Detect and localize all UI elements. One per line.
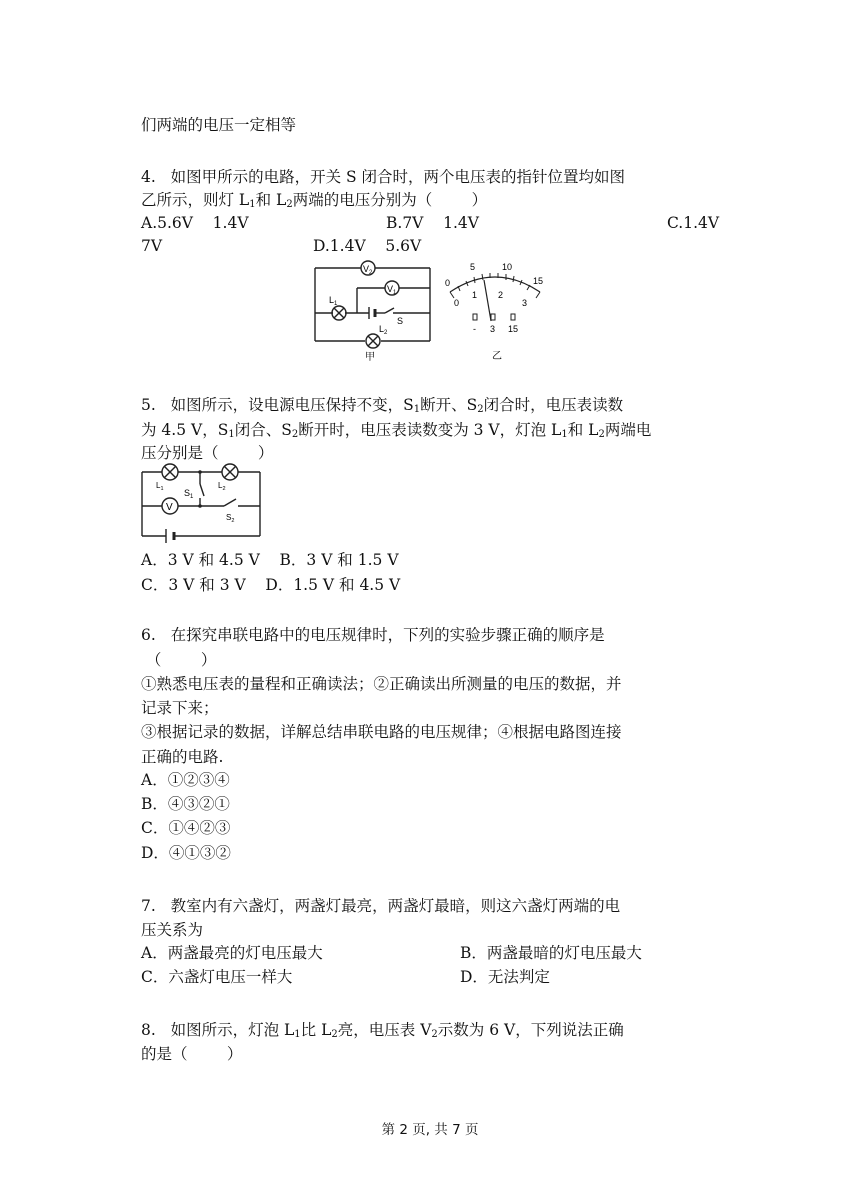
q4-option-a: A.5.6V 1.4V: [141, 214, 249, 232]
svg-text:V1: $V_1$: [387, 284, 397, 296]
q7-option-d: D．无法判定: [460, 968, 550, 986]
q7-stem-line2: 压关系为: [141, 921, 204, 939]
q6-stem-line4: 记录下来；: [141, 699, 219, 717]
svg-text:3: 3: [522, 298, 528, 308]
svg-text:V: V: [166, 502, 173, 513]
q6-stem-line6: 正确的电路.: [141, 748, 224, 766]
svg-text:L1: $L_1$: [329, 295, 338, 307]
svg-text:5: 5: [470, 262, 476, 272]
q6-stem-line1: 6. 在探究串联电路中的电压规律时，下列的实验步骤正确的顺序是: [141, 626, 605, 644]
svg-text:L2: $L_2$: [218, 481, 226, 492]
svg-text:S: S: [397, 316, 404, 326]
q5-circuit-figure: [138, 462, 266, 546]
svg-text:2: 2: [498, 290, 504, 300]
svg-text:V2: $V_2$: [363, 264, 373, 276]
q4-option-d: D.1.4V 5.6V: [313, 237, 422, 255]
page-footer: 第 2 页, 共 7 页: [381, 1122, 479, 1138]
q8-stem-line2: 的是（ ）: [141, 1045, 243, 1063]
q6-stem-line2: （ ）: [141, 651, 217, 669]
svg-text:S1: $S_1$: [184, 488, 194, 500]
q5-options-cd: C．3 V 和 3 V D．1.5 V 和 4.5 V: [141, 576, 401, 594]
q4-stem-line2: 乙所示，则灯 $L_1$和 $L_2$两端的电压分别为（ ）: [141, 191, 488, 210]
q4-option-c: C.1.4V: [667, 214, 720, 232]
q6-option-a: A．①②③④: [141, 771, 230, 789]
q4-stem-line1: 4. 如图甲所示的电路，开关 S 闭合时，两个电压表的指针位置均如图: [141, 168, 626, 186]
q6-stem-line5: ③根据记录的数据，详解总结串联电路的电压规律；④根据电路图连接: [141, 723, 622, 741]
q7-option-a: A．两盏最亮的灯电压最大: [141, 944, 323, 962]
q5-stem-line1: 5. 如图所示，设电源电压保持不变，$S_1$断开、$S_2$闭合时，电压表读数: [141, 396, 624, 415]
carry-over-line: 们两端的电压一定相等: [141, 116, 297, 134]
q5-options-ab: A．3 V 和 4.5 V B．3 V 和 1.5 V: [141, 551, 399, 569]
q6-stem-line3: ①熟悉电压表的量程和正确读法；②正确读出所测量的电压的数据，并: [141, 675, 622, 693]
q7-option-b: B．两盏最暗的灯电压最大: [460, 944, 642, 962]
q7-option-c: C．六盏灯电压一样大: [141, 968, 293, 986]
svg-text:0: 0: [454, 298, 460, 308]
q5-stem-line3: 压分别是（ ）: [141, 444, 274, 462]
svg-text:10: 10: [502, 262, 513, 272]
q7-stem-line1: 7. 教室内有六盏灯，两盏灯最亮，两盏灯最暗，则这六盏灯两端的电: [141, 897, 621, 915]
q5-stem-line2: 为 4.5 V，$S_1$闭合、$S_2$断开时，电压表读数变为 3 V，灯泡 $L_1$和 $L_2$两端电: [141, 421, 652, 440]
svg-text:S2: $S_2$: [226, 513, 235, 524]
q6-option-b: B．④③②①: [141, 795, 230, 813]
svg-text:1: 1: [472, 290, 478, 300]
svg-text:甲: 甲: [365, 352, 375, 363]
svg-text:L2: $L_2$: [379, 324, 388, 336]
svg-text:0: 0: [445, 278, 451, 288]
svg-text:乙: 乙: [492, 351, 502, 362]
svg-text:L1: $L_1$: [156, 481, 164, 492]
q8-stem-line1: 8. 如图所示，灯泡 $L_1$比 $L_2$亮，电压表 $V_2$示数为 6 V，下列说法正确: [141, 1021, 624, 1040]
q4-option-c-continued: 7V: [141, 237, 163, 255]
svg-text:-: -: [473, 324, 476, 334]
svg-text:3: 3: [490, 324, 496, 334]
svg-text:15: 15: [533, 276, 544, 286]
q4-voltmeter-figure-yi: [440, 256, 550, 366]
q4-option-b: B.7V 1.4V: [386, 214, 479, 232]
q4-circuit-figure-jia: [305, 256, 435, 364]
q6-option-d: D．④①③②: [141, 844, 231, 862]
q6-option-c: C．①④②③: [141, 819, 231, 837]
svg-text:15: 15: [508, 324, 519, 334]
